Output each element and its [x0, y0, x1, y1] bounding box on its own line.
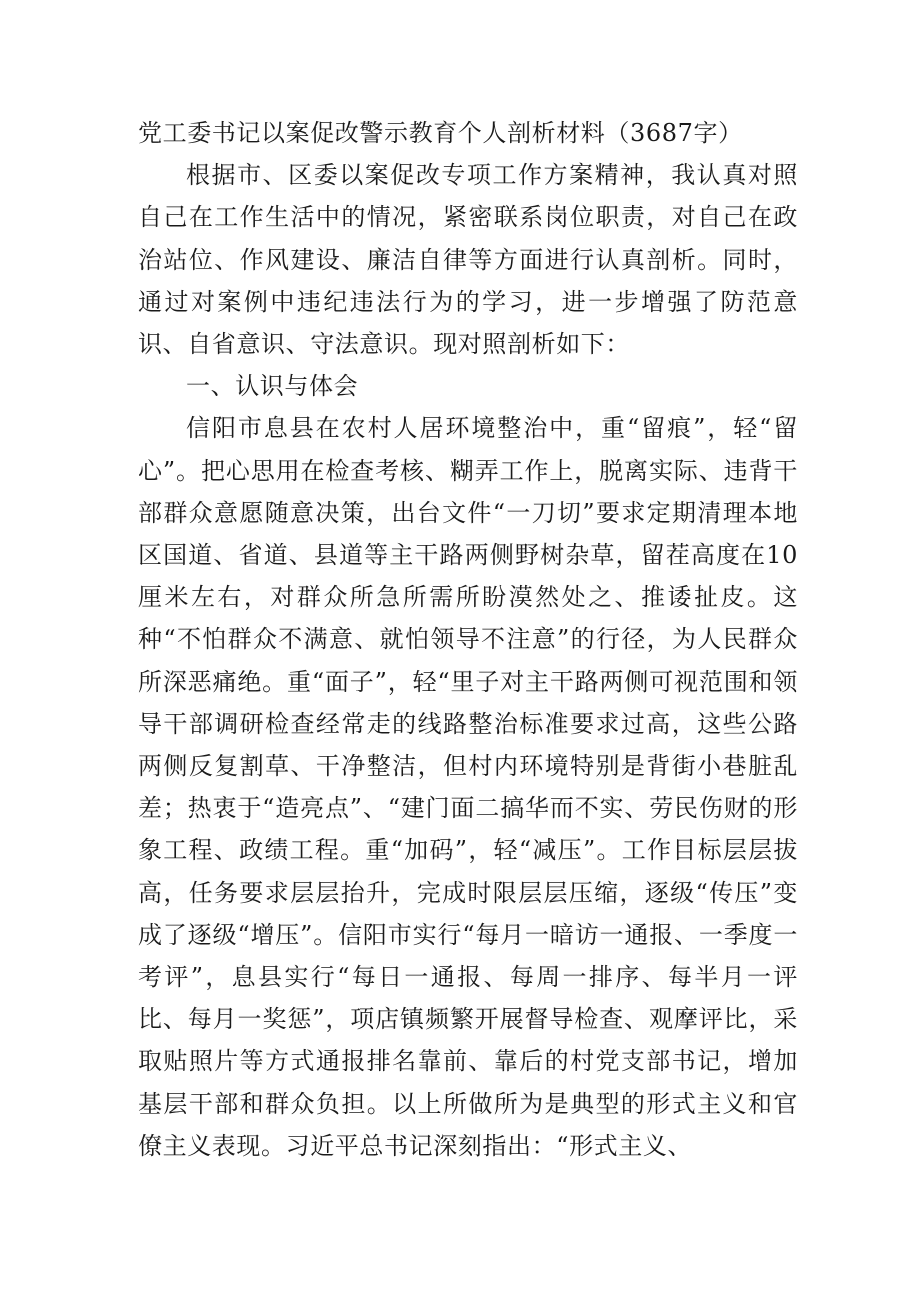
section-heading: 一、认识与体会 [186, 372, 359, 401]
body-paragraph: 信阳市息县在农村人居环境整治中，重“留痕”，轻“留心”。把心思用在检查考核、糊弄工作上，脱离实际、违背干部群众意愿随意决策，出台文件“一刀切”要求定期清理本地区国道、省道、县道等主干路两侧野树杂草，留茬高度在10厘米左右，对群众所急所需所盼漠然处之、推诿扯皮。这种“不怕群众不满意、就怕领导不注意”的行径，为人民群众所深恶痛绝。重“面子”，轻“里子对主干路两侧可视范围和领导干部调研检查经常走的线路整治标准要求过高，这些公路两侧反复割草、干净整洁，但村内环境特别是背街小巷脏乱差；热衷于“造亮点”、“建门面二搞华而不实、劳民伤财的形象工程、政绩工程。重“加码”，轻“减压”。工作目标层层拔高，任务要求层层抬升，完成时限层层压缩，逐级“传压”变成了逐级“增压”。信阳市实行“每月一暗访一通报、一季度一考评”，息县实行“每日一通报、每周一排序、每半月一评比、每月一奖惩”，项店镇频繁开展督导检查、观摩评比，采取贴照片等方式通报排名靠前、靠后的村党支部书记，增加基层干部和群众负担。以上所做所为是典型的形式主义和官僚主义表现。习近平总书记深刻指出：“形式主义、 [138, 414, 798, 1160]
intro-paragraph: 根据市、区委以案促改专项工作方案精神，我认真对照自己在工作生活中的情况，紧密联系岗位职责，对自己在政治站位、作风建设、廉洁自律等方面进行认真剖析。同时，通过对案例中违纪违法行为的学习，进一步增强了防范意识、自省意识、守法意识。现对照剖析如下： [138, 161, 798, 359]
document-body [138, 112, 798, 1167]
document-title: 党工委书记以案促改警示教育个人剖析材料（3687字） [138, 119, 743, 147]
